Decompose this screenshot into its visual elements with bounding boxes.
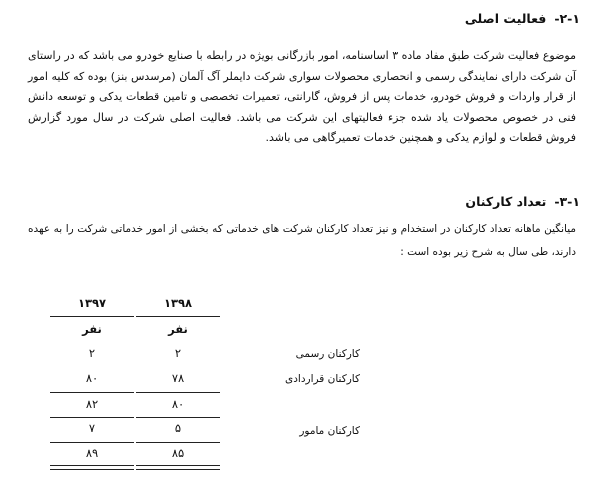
unit-label: نفر <box>82 322 102 336</box>
main-activity-paragraph: موضوع فعالیت شرکت طبق مفاد ماده ۳ اساسنامه، امور بازرگانی بویژه در رابطه با صنایع خودرو می باشد که در راستای آن شرکت دارای نمایندگی رسمی و انحصاری محصولات سواری شرکت دایملر آگ آلمان (مرسدس بنز) بوده که کلیه امور از قرار واردات و فروش خودرو، خدمات پس از فروش، گارانتی، تعمیرات تخصصی و تامین قطعات یدکی و توسعه دانش فنی در خصوص محصولات یاد شده جزء فعالیتهای این شرکت می باشد. فعالیت اصلی شرکت در سال مورد گزارش فروش قطعات و لوازم یدکی و همچنین خدمات تعمیرگاهی می باشد. <box>28 49 576 145</box>
row-label-official: کارکنان رسمی <box>295 348 360 360</box>
subtotal-rule <box>50 417 134 418</box>
table-cell: ۷ <box>88 421 96 435</box>
total-double-rule <box>50 469 134 470</box>
total-double-rule <box>136 465 220 466</box>
table-cell-subtotal: ۸۰ <box>171 397 185 411</box>
section-number: ۳-۱- <box>554 194 580 209</box>
total-double-rule <box>50 465 134 466</box>
table-cell: ۷۸ <box>171 371 185 385</box>
section-heading-employees <box>465 194 580 209</box>
section-title: تعداد کارکنان <box>465 194 547 209</box>
unit-label: نفر <box>168 322 188 336</box>
table-cell-total: ۸۹ <box>85 446 99 460</box>
table-cell: ۸۰ <box>85 371 99 385</box>
year-header-1398: ۱۳۹۸ <box>163 296 193 310</box>
year-header-1397: ۱۳۹۷ <box>77 296 107 310</box>
employees-paragraph: میانگین ماهانه تعداد کارکنان در استخدام و نیز تعداد کارکنان شرکت های خدماتی که بخشی از امور خدماتی شرکت را به عهده دارند، طی سال به شرح زیر بوده است : <box>28 223 576 258</box>
subtotal-rule <box>136 417 220 418</box>
table-cell: ۵ <box>174 421 182 435</box>
table-cell: ۲ <box>88 346 96 360</box>
header-rule <box>136 316 220 317</box>
subtotal-rule <box>136 392 220 393</box>
table-cell: ۲ <box>174 346 182 360</box>
table-cell-total: ۸۵ <box>171 446 185 460</box>
total-rule <box>50 442 134 443</box>
total-rule <box>136 442 220 443</box>
section-number: ۲-۱- <box>554 11 580 26</box>
total-double-rule <box>136 469 220 470</box>
table-cell-subtotal: ۸۲ <box>85 397 99 411</box>
section-heading-main-activity <box>465 11 580 26</box>
row-label-seconded: کارکنان مامور <box>299 425 360 437</box>
section-title: فعالیت اصلی <box>464 11 547 26</box>
header-rule <box>50 316 134 317</box>
row-label-contract: کارکنان قراردادی <box>285 373 360 385</box>
subtotal-rule <box>50 392 134 393</box>
